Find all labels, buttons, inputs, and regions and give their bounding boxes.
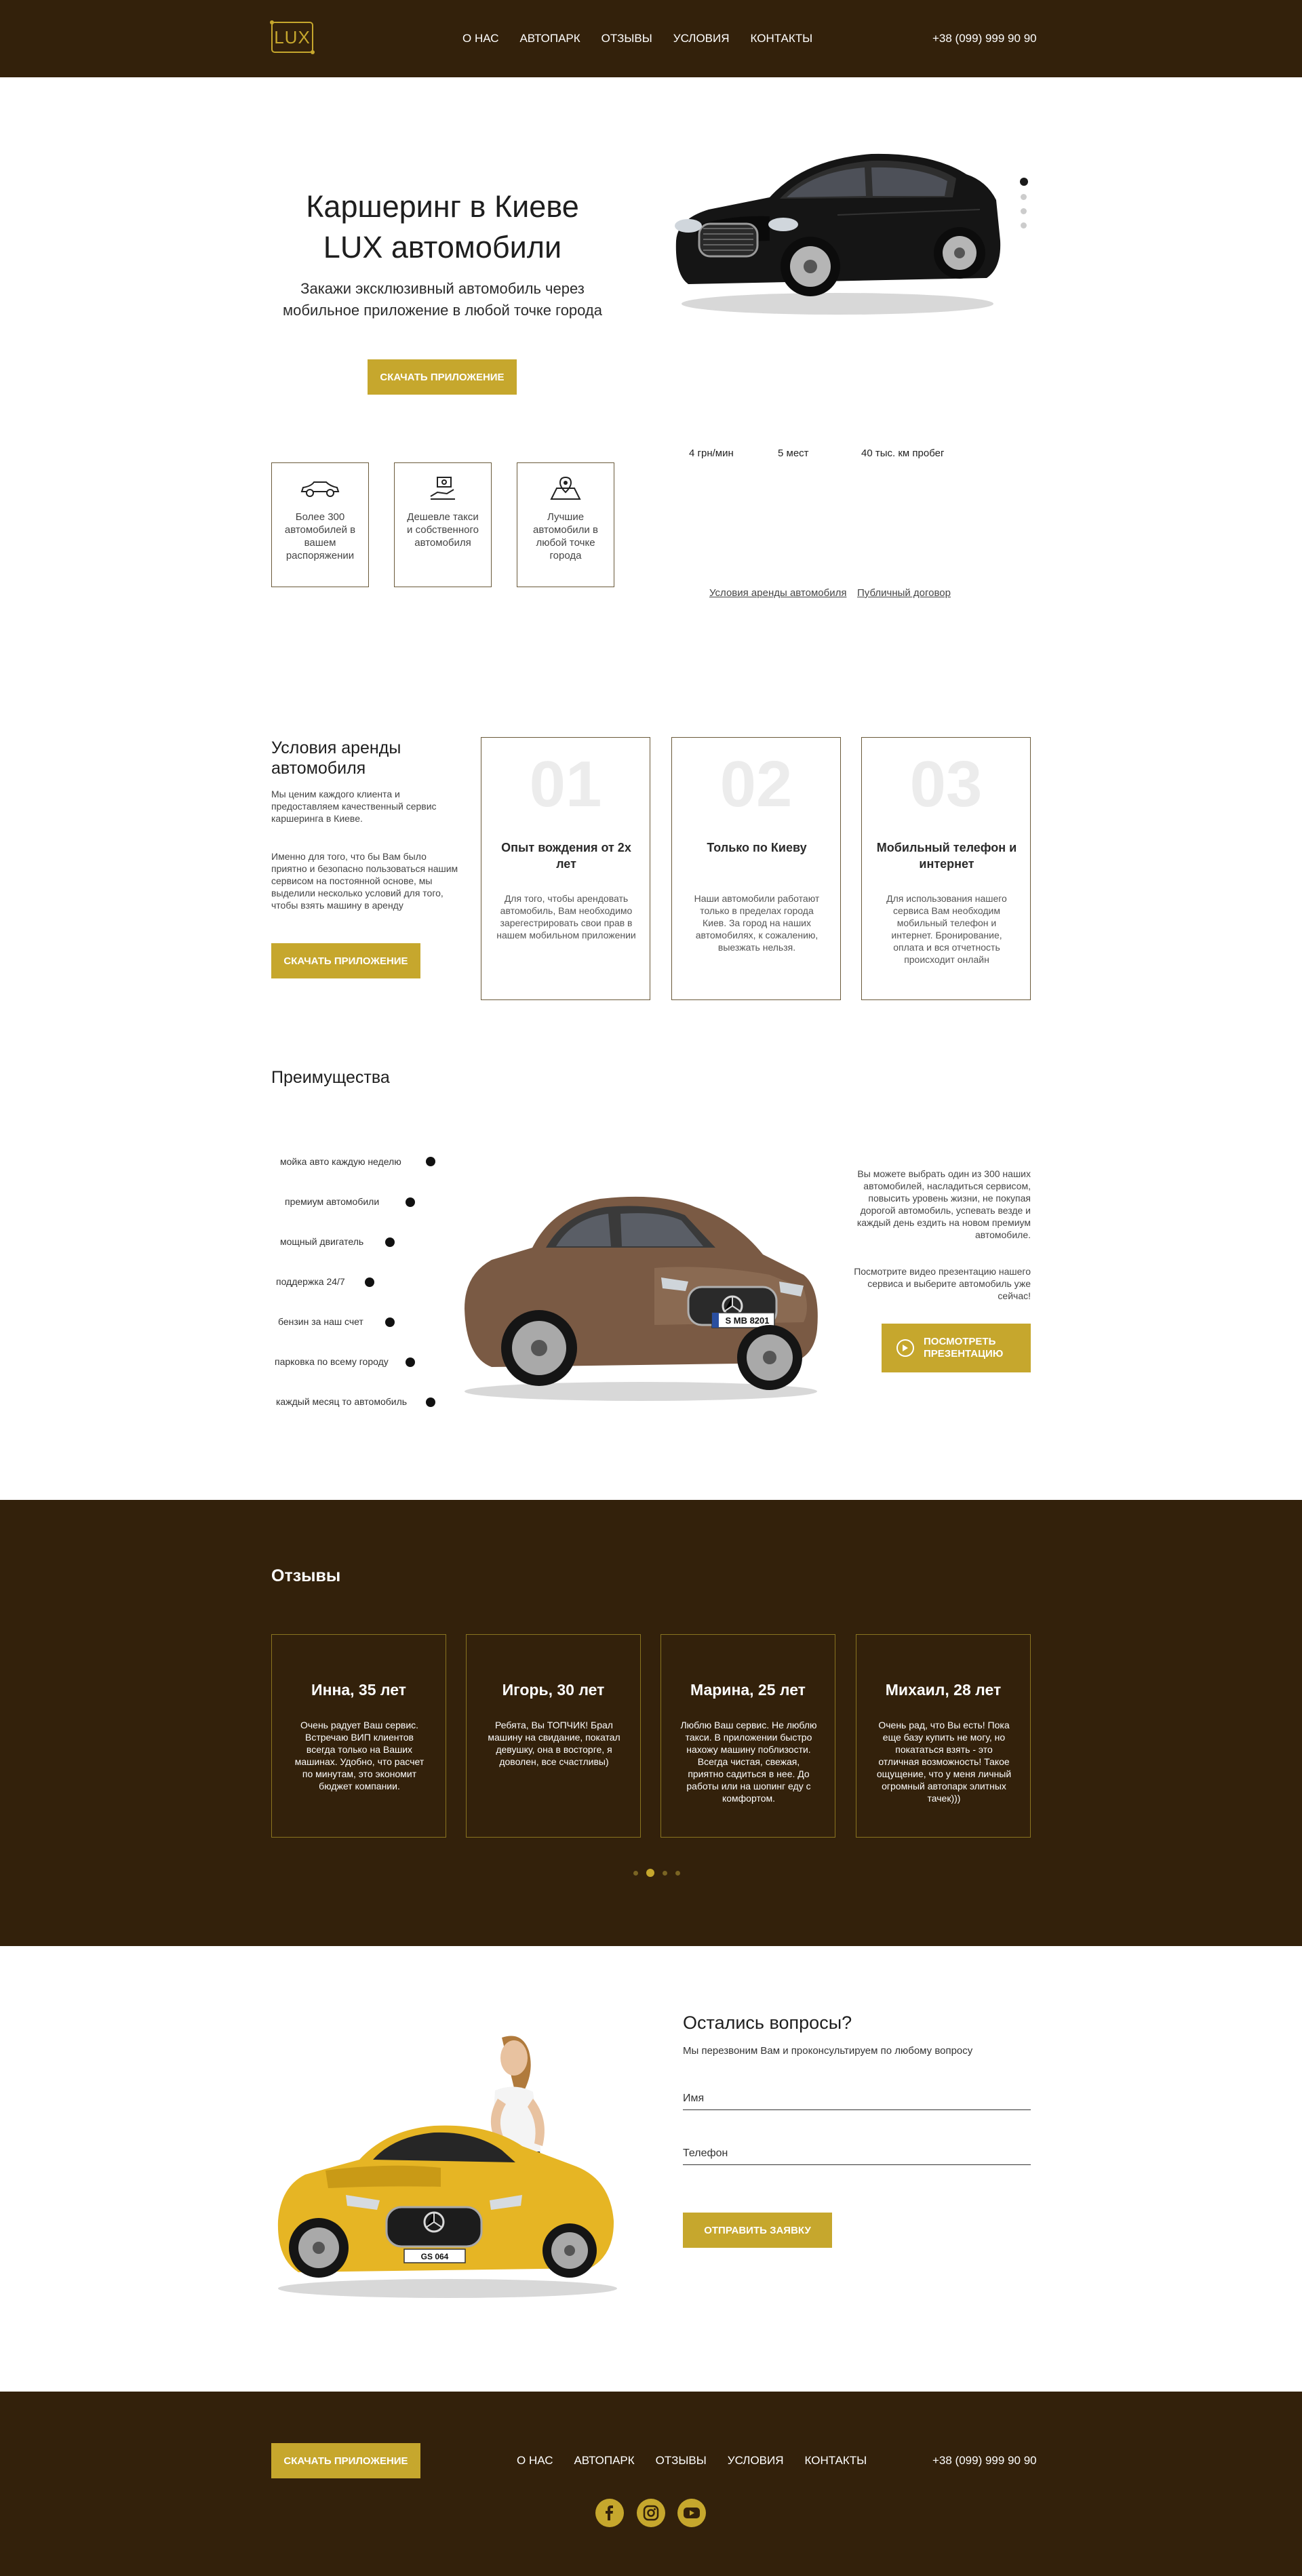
public-contract-link[interactable]: Публичный договор xyxy=(857,587,951,599)
footer-phone[interactable]: +38 (099) 999 90 90 xyxy=(932,2454,1037,2467)
main-nav xyxy=(462,0,833,77)
reviews-title: Отзывы xyxy=(271,1566,341,1585)
feature-card xyxy=(394,462,492,587)
car-icon xyxy=(298,475,342,501)
nav-about[interactable]: О НАС xyxy=(462,32,499,45)
condition-number: 03 xyxy=(909,748,983,820)
review-author: Михаил, 28 лет xyxy=(885,1681,1002,1699)
slider-dot[interactable] xyxy=(1021,222,1027,229)
condition-number: 01 xyxy=(529,748,602,820)
reviews-section xyxy=(0,1500,1302,1946)
feature-card xyxy=(517,462,614,587)
feature-card xyxy=(271,462,369,587)
advantage-dot xyxy=(385,1237,395,1247)
questions-subtitle: Мы перезвоним Вам и проконсультируем по любому вопросу xyxy=(683,2045,973,2057)
site-footer xyxy=(0,2392,1302,2576)
footer-nav-contacts[interactable]: КОНТАКТЫ xyxy=(804,2454,867,2467)
phone-input[interactable] xyxy=(683,2134,1031,2165)
advantage-item: каждый месяц то автомобиль xyxy=(276,1396,408,1407)
advantage-dot xyxy=(426,1157,435,1166)
footer-nav-about[interactable]: О НАС xyxy=(517,2454,553,2467)
condition-text: Наши автомобили работают только в пределах города Киев. За город на наших автомобилях, к сожалению, выезжать нельзя. xyxy=(694,893,820,953)
logo-corner-dot xyxy=(311,50,315,54)
footer-nav xyxy=(517,2443,888,2478)
review-author: Марина, 25 лет xyxy=(690,1681,806,1699)
review-card xyxy=(660,1634,835,1838)
condition-card xyxy=(861,737,1031,1000)
review-text: Ребята, Вы ТОПЧИК! Брал машину на свидание, покатал девушку, она в восторге, я доволен, все счастливы) xyxy=(488,1720,620,1767)
reviews-pagination xyxy=(629,1869,684,1877)
advantages-paragraph: Вы можете выбрать один из 300 наших автомобилей, насладиться сервисом, повысить уровень жизни, не покупая дорогой автомобиль, успевать везде и каждый день ездить на новом премиум автомобиле. xyxy=(856,1168,1031,1240)
download-app-button[interactable]: СКАЧАТЬ ПРИЛОЖЕНИЕ xyxy=(271,943,420,978)
download-app-button[interactable]: СКАЧАТЬ ПРИЛОЖЕНИЕ xyxy=(368,359,517,395)
youtube-icon[interactable] xyxy=(677,2499,706,2527)
review-card xyxy=(271,1634,446,1838)
nav-conditions[interactable]: УСЛОВИЯ xyxy=(673,32,730,45)
hero-title-line: Каршеринг в Киеве xyxy=(306,189,579,224)
nav-contacts[interactable]: КОНТАКТЫ xyxy=(750,32,813,45)
send-request-button[interactable]: ОТПРАВИТЬ ЗАЯВКУ xyxy=(683,2213,832,2248)
nav-reviews[interactable]: ОТЗЫВЫ xyxy=(601,32,652,45)
conditions-paragraph: Мы ценим каждого клиента и предоставляем качественный сервис каршеринга в Киеве. xyxy=(271,789,437,824)
advantage-item: бензин за наш счет xyxy=(278,1316,363,1327)
hero-subtitle: Закажи эксклюзивный автомобиль через мобильное приложение в любой точке города xyxy=(282,280,602,319)
review-author: Инна, 35 лет xyxy=(311,1681,406,1699)
license-plate: S MB 8201 xyxy=(725,1315,770,1326)
nav-fleet[interactable]: АВТОПАРК xyxy=(519,32,580,45)
advantage-item: поддержка 24/7 xyxy=(276,1276,345,1287)
footer-nav-fleet[interactable]: АВТОПАРК xyxy=(574,2454,635,2467)
license-plate: GS 064 xyxy=(420,2252,449,2261)
hero-slider-dots xyxy=(1020,178,1028,237)
slider-dot[interactable] xyxy=(1020,178,1028,186)
advantage-dot xyxy=(385,1317,395,1327)
slider-dot[interactable] xyxy=(1021,208,1027,214)
logo[interactable] xyxy=(271,22,313,53)
name-input[interactable] xyxy=(683,2079,1031,2110)
conditions-title: Условия аренды автомобиля xyxy=(271,738,401,778)
instagram-icon[interactable] xyxy=(637,2499,665,2527)
hero-title xyxy=(271,186,614,268)
feature-text: Дешевле такси и собственного автомобиля xyxy=(407,511,479,549)
stat-price: 4 грн/мин xyxy=(689,448,734,459)
slider-dot[interactable] xyxy=(1021,194,1027,200)
site-header xyxy=(0,0,1302,77)
condition-text: Для того, чтобы арендовать автомобиль, Вам необходимо зарегестрировать свои прав в нашем мобильном приложении xyxy=(496,893,636,940)
review-text: Очень рад, что Вы есть! Пока еще базу купить не могу, но покататься взять - это отличная возможность! Такое ощущение, что у меня личный огромный автопарк элитных тачек))) xyxy=(876,1720,1012,1804)
suv-car-image xyxy=(451,1180,831,1404)
review-text: Очень радует Ваш сервис. Встречаю ВИП клиентов всегда только на Ваших машинах. Удобно, что расчет по минутам, это экономит бюджет компании. xyxy=(294,1720,425,1791)
pagination-dot[interactable] xyxy=(646,1869,654,1877)
footer-nav-reviews[interactable]: ОТЗЫВЫ xyxy=(655,2454,707,2467)
advantage-item: премиум автомобили xyxy=(285,1196,380,1207)
hero-car-image xyxy=(668,139,1007,319)
advantage-dot xyxy=(406,1197,415,1207)
advantage-dot xyxy=(426,1398,435,1407)
hand-coin-icon xyxy=(421,475,465,501)
watch-presentation-button[interactable] xyxy=(882,1324,1031,1372)
logo-corner-dot xyxy=(270,20,274,24)
contact-illustration xyxy=(271,2017,624,2302)
feature-text: Лучшие автомобили в любой точке города xyxy=(533,511,598,561)
download-app-button[interactable]: СКАЧАТЬ ПРИЛОЖЕНИЕ xyxy=(271,2443,420,2478)
stat-mileage: 40 тыс. км пробег xyxy=(861,448,945,459)
facebook-icon[interactable] xyxy=(595,2499,624,2527)
condition-title: Опыт вождения от 2х лет xyxy=(501,841,631,871)
footer-nav-conditions[interactable]: УСЛОВИЯ xyxy=(727,2454,784,2467)
pagination-dot[interactable] xyxy=(663,1871,667,1876)
review-text: Люблю Ваш сервис. Не люблю такси. В приложении быстро нахожу машину поблизости. Всегда чистая, свежая, приятно садиться в нее. До работы или на шопинг еду с комфортом. xyxy=(680,1720,817,1804)
review-card xyxy=(856,1634,1031,1838)
pagination-dot[interactable] xyxy=(633,1871,638,1876)
advantages-title: Преимущества xyxy=(271,1068,390,1087)
condition-number: 02 xyxy=(719,748,793,820)
review-author: Игорь, 30 лет xyxy=(502,1681,605,1699)
pagination-dot[interactable] xyxy=(675,1871,680,1876)
condition-title: Мобильный телефон и интернет xyxy=(876,841,1017,871)
condition-card xyxy=(481,737,650,1000)
advantage-dot xyxy=(406,1358,415,1367)
map-pin-icon xyxy=(544,475,587,501)
review-card xyxy=(466,1634,641,1838)
condition-text: Для использования нашего сервиса Вам необходим мобильный телефон и интернет. Бронирование, оплата и вся отчетность происходит онлайн xyxy=(886,893,1007,965)
watch-presentation-label: ПОСМОТРЕТЬ ПРЕЗЕНТАЦИЮ xyxy=(924,1336,1004,1360)
stat-seats: 5 мест xyxy=(778,448,809,459)
hero-title-line: LUX автомобили xyxy=(323,230,562,264)
advantage-dot xyxy=(365,1277,374,1287)
condition-title: Только по Киеву xyxy=(707,841,807,854)
conditions-paragraph: Именно для того, что бы Вам было приятно и безопасно пользоваться нашим сервисом на постоянной основе, мы выделили несколько условий для того, чтобы взять машину в аренду xyxy=(271,851,458,911)
play-icon xyxy=(896,1339,914,1357)
advantage-item: парковка по всему городу xyxy=(275,1356,389,1367)
header-phone[interactable]: +38 (099) 999 90 90 xyxy=(932,32,1037,45)
rental-terms-link[interactable]: Условия аренды автомобиля xyxy=(709,587,847,599)
advantage-item: мощный двигатель xyxy=(280,1236,364,1247)
feature-text: Более 300 автомобилей в вашем распоряжении xyxy=(284,511,356,561)
logo-text: LUX xyxy=(274,26,311,47)
advantage-item: мойка авто каждую неделю xyxy=(280,1156,401,1167)
advantages-paragraph: Посмотрите видео презентацию нашего сервиса и выберите автомобиль уже сейчас! xyxy=(854,1266,1031,1301)
condition-card xyxy=(671,737,841,1000)
questions-title: Остались вопросы? xyxy=(683,2013,852,2033)
